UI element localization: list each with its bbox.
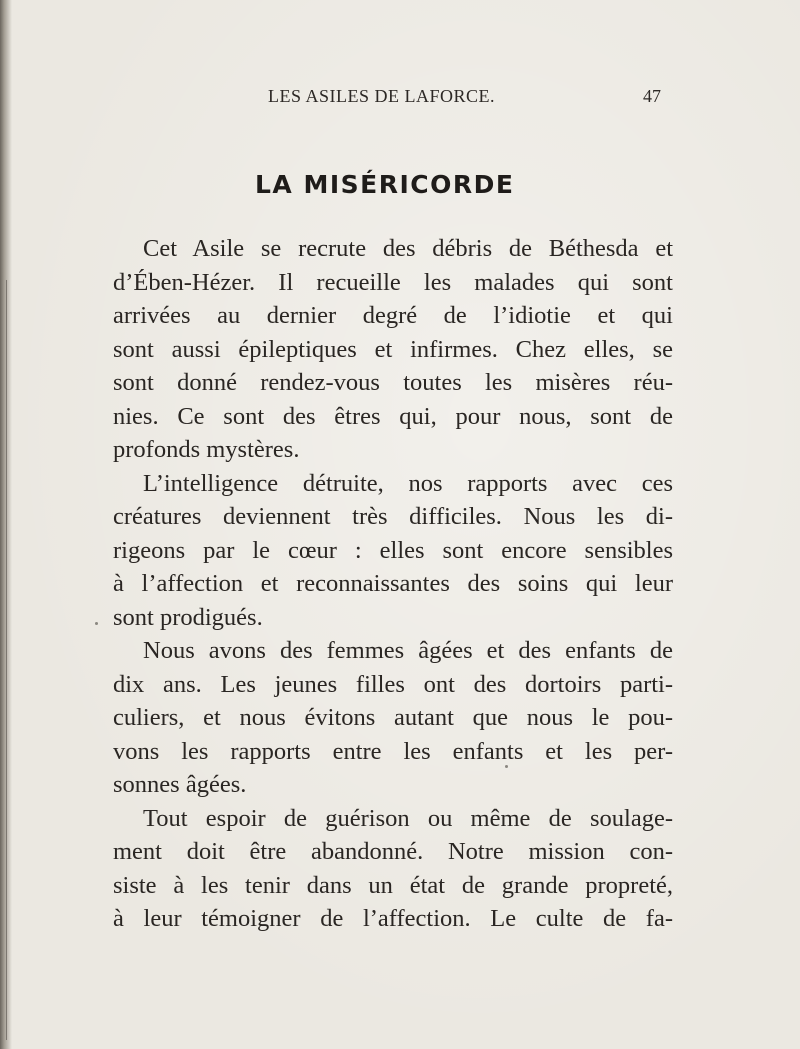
text-line: sont donné rendez-vous toutes les misères réu- [113,369,673,396]
text-line: L’intelligence détruite, nos rapports avec ces [143,469,673,497]
text-line: dix ans. Les jeunes filles ont des dortoirs parti- [113,670,673,698]
text-line: rigeons par le cœur : elles sont encore sensibles [113,536,673,564]
text-line: arrivées au dernier degré de l’idiotie et qui [113,302,673,329]
text-line: siste à les tenir dans un état de grande propreté, [113,871,673,899]
text-line: à leur témoigner de l’affection. Le culte de fa- [113,905,673,932]
text-line: vons les rapports entre les enfants et les per- [113,737,673,765]
text-line: Cet Asile se recrute des débris de Béthesda et [143,235,673,262]
text-line: sont prodigués. [113,603,263,631]
text-line: sont aussi épileptiques et infirmes. Chez elles, se [113,335,673,363]
chapter-title: LA MISÉRICORDE [255,170,515,199]
spine-edge-line [6,280,7,1040]
text-line: nies. Ce sont des êtres qui, pour nous, sont de [113,402,673,430]
text-line: Nous avons des femmes âgées et des enfants de [143,637,673,664]
text-line: ment doit être abandonné. Notre mission con- [113,838,673,865]
text-line: Tout espoir de guérison ou même de soulage- [143,804,673,832]
page-number: 47 [643,86,661,106]
running-head: LES ASILES DE LAFORCE. [268,86,496,106]
text-line: créatures deviennent très difficiles. Nous les di- [113,503,673,530]
text-line: à l’affection et reconnaissantes des soins qui leur [113,570,673,597]
text-line: profonds mystères. [113,436,300,463]
body-text [113,232,673,936]
text-line: sonnes âgées. [113,771,247,798]
paper-speck [505,765,508,768]
text-line: d’Ében-Hézer. Il recueille les malades qui sont [113,268,673,296]
text-line: culiers, et nous évitons autant que nous le pou- [113,704,673,731]
paper-speck [95,622,98,625]
